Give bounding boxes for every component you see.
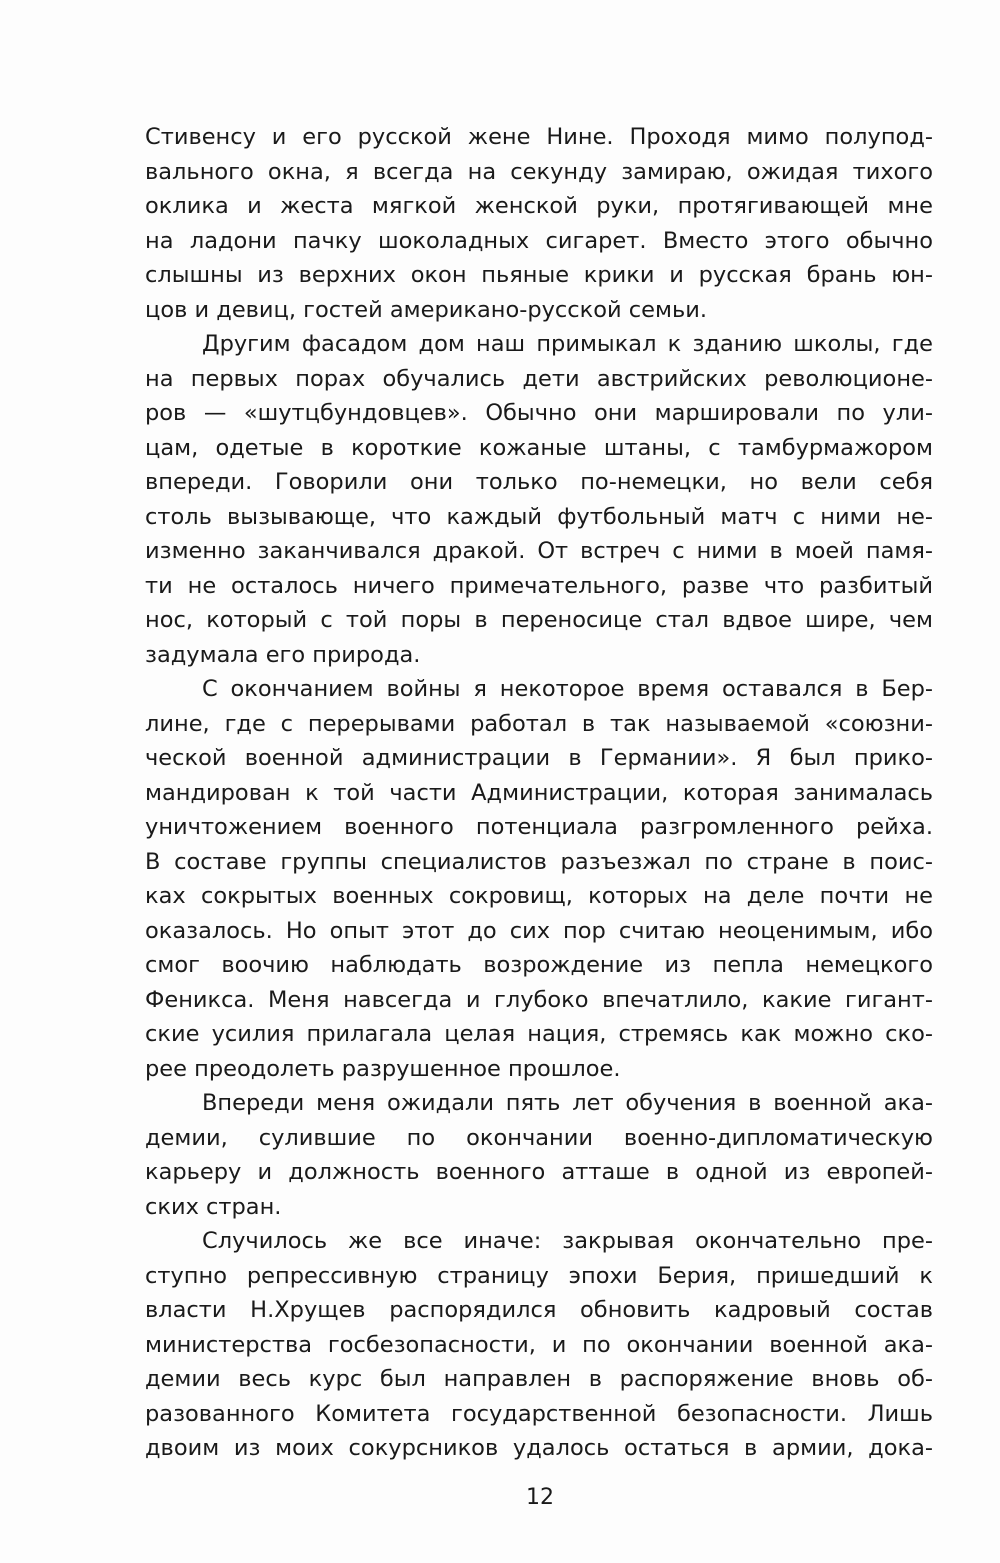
- text-line: нос, который с той поры в переносице стал вдвое шире, чем: [145, 607, 933, 633]
- text-line: демии весь курс был направлен в распоряжение вновь об-: [145, 1366, 933, 1392]
- text-line: ские усилия прилагала целая нация, стремясь как можно ско-: [145, 1021, 933, 1047]
- text-line: цов и девиц, гостей американо-русской семьи.: [145, 296, 708, 323]
- text-line: Стивенсу и его русской жене Нине. Проходя мимо полупод-: [145, 124, 933, 150]
- text-line: смог воочию наблюдать возрождение из пепла немецкого: [145, 952, 933, 978]
- text-line: впереди. Говорили они только по-немецки, но вели себя: [145, 469, 933, 495]
- text-line: оклика и жеста мягкой женской руки, протягивающей мне: [145, 193, 933, 219]
- text-line: на ладони пачку шоколадных сигарет. Вместо этого обычно: [145, 227, 933, 254]
- text-line: власти Н.Хрущев распорядился обновить кадровый состав: [145, 1297, 933, 1323]
- text-line: демии, сулившие по окончании военно-дипломатическую: [145, 1124, 933, 1151]
- text-line: цам, одетые в короткие кожаные штаны, с тамбурмажором: [145, 434, 933, 461]
- text-line: ступно репрессивную страницу эпохи Берия, пришедший к: [145, 1262, 933, 1289]
- text-line: уничтожением военного потенциала разгромленного рейха.: [145, 814, 933, 840]
- text-line: Феникса. Меня навсегда и глубоко впечатлило, какие гигант-: [145, 986, 933, 1013]
- text-line: лине, где с перерывами работал в так называемой «союзни-: [145, 710, 933, 737]
- text-line: Другим фасадом дом наш примыкал к зданию школы, где: [202, 331, 933, 357]
- text-line: ти не осталось ничего примечательного, разве что разбитый: [145, 572, 933, 599]
- body-text: [145, 120, 933, 1466]
- text-line: оказалось. Но опыт этот до сих пор считаю неоценимым, ибо: [145, 917, 933, 944]
- text-line: ческой военной администрации в Германии». Я был прико-: [145, 745, 933, 771]
- text-line: ках сокрытых военных сокровищ, которых на деле почти не: [145, 883, 933, 909]
- text-line: министерства госбезопасности, и по окончании военной ака-: [145, 1331, 933, 1358]
- text-line: ских стран.: [145, 1193, 282, 1220]
- text-line: Впереди меня ожидали пять лет обучения в военной ака-: [202, 1090, 933, 1116]
- text-line: карьеру и должность военного атташе в одной из европей-: [145, 1159, 933, 1185]
- text-line: слышны из верхних окон пьяные крики и русская брань юн-: [145, 262, 933, 288]
- text-line: разованного Комитета государственной безопасности. Лишь: [145, 1400, 933, 1427]
- text-line: вального окна, я всегда на секунду замираю, ожидая тихого: [145, 158, 933, 185]
- text-line: С окончанием войны я некоторое время оставался в Бер-: [202, 676, 933, 702]
- text-line: столь вызывающе, что каждый футбольный матч с ними не-: [145, 503, 933, 530]
- text-line: изменно заканчивался дракой. От встреч с ними в моей памя-: [145, 538, 933, 564]
- text-line: на первых порах обучались дети австрийских революционе-: [145, 365, 933, 392]
- text-line: двоим из моих сокурсников удалось остаться в армии, дока-: [145, 1435, 933, 1461]
- text-line: мандирован к той части Администрации, которая занималась: [145, 779, 933, 806]
- text-line: рее преодолеть разрушенное прошлое.: [145, 1055, 621, 1082]
- text-line: В составе группы специалистов разъезжал по стране в поис-: [145, 848, 933, 875]
- text-line: ров — «шутцбундовцев». Обычно они маршировали по ули-: [145, 400, 933, 426]
- text-line: задумала его природа.: [145, 641, 421, 668]
- page-number: 12: [526, 1485, 554, 1510]
- text-line: Случилось же все иначе: закрывая окончательно пре-: [202, 1228, 933, 1254]
